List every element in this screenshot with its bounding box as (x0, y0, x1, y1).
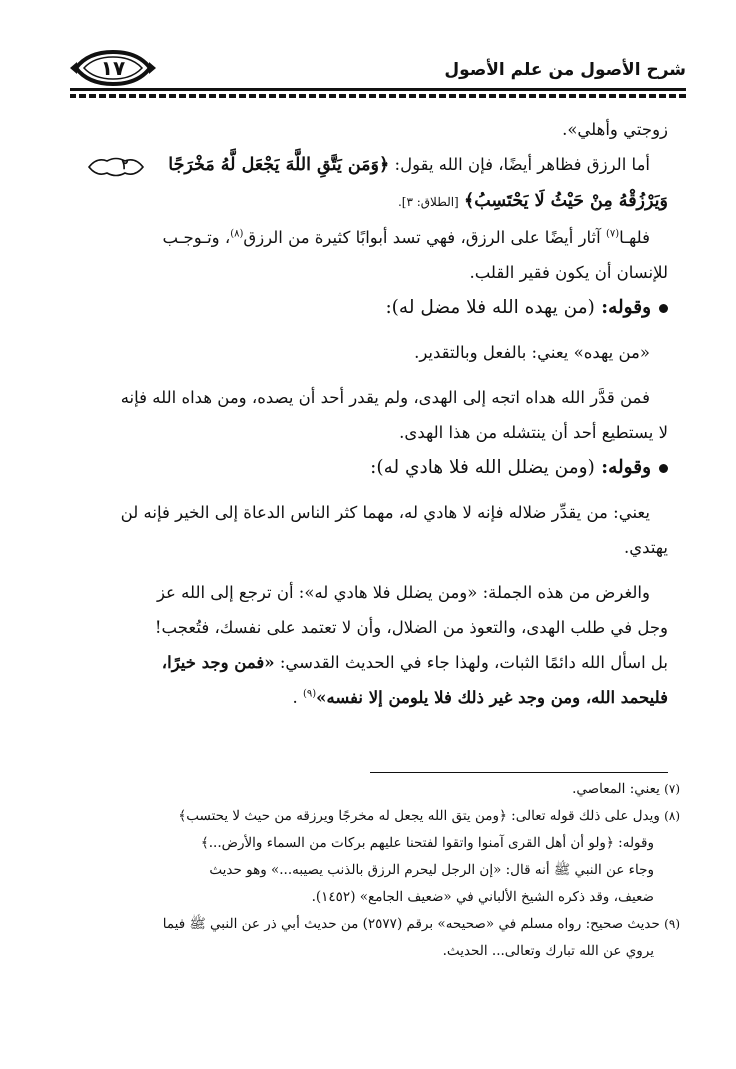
footnote-line: ضعيف، وقد ذكره الشيخ الألباني في «ضعيف الجامع» (١٤٥٢). (311, 889, 654, 905)
footnote-line: وقوله: ﴿ولو أن أهل القرى آمنوا واتقوا لفتحنا عليهم بركات من السماء والأرض...﴾ (200, 835, 654, 851)
footnote-text: يعني: المعاصي. (572, 781, 660, 797)
running-title: شرح الأصول من علم الأصول (444, 60, 686, 80)
footnote (60, 803, 680, 830)
text-span: بل اسأل الله دائمًا الثبات، ولهذا جاء في الحديث القدسي: (279, 653, 668, 672)
text-line: فمن قدَّر الله هداه اتجه إلى الهدى، ولم يقدر أحد أن يصده، ومن هداه الله فإنه (120, 388, 650, 407)
footnote-line: وجاء عن النبي ﷺ أنه قال: «إن الرجل ليحرم الرزق بالذنب يصيبه...» وهو حديث (209, 862, 654, 878)
page-number: ١٧ (100, 56, 126, 80)
text-line: «من يهده» يعني: بالفعل وبالتقدير. (414, 343, 650, 362)
footnote-number: (٨) (664, 809, 680, 823)
footnote (60, 776, 680, 803)
text-line (68, 220, 668, 255)
text-line (68, 680, 668, 715)
text-span: فلهـا (619, 228, 650, 247)
quran-verse: ﴿وَمَن يَتَّقِ اللَّهَ يَجْعَل لَّهُ مَخْرَجًا (168, 155, 390, 175)
main-text (68, 112, 668, 715)
text-line (68, 147, 668, 183)
bullet-icon (659, 464, 668, 473)
text-line: والغرض من هذه الجملة: «ومن يضلل فلا هادي له»: أن ترجع إلى الله عز (156, 583, 650, 602)
heading-label: وقوله: (601, 457, 651, 478)
text-line: لا يستطيع أحد أن ينتشله من هذا الهدى. (399, 423, 668, 442)
text-line: يهتدي. (624, 538, 668, 557)
page-number-badge (70, 50, 156, 86)
header-rule (70, 88, 686, 91)
text-span: آثار أيضًا على الرزق، فهي تسد أبوابًا كثيرة من الرزق (243, 228, 601, 247)
hadith-quote: «فمن وجد خيرًا، (161, 653, 275, 672)
text-line: للإنسان أن يكون فقير القلب. (469, 263, 668, 282)
heading-quote: (ومن يضلل الله فلا هادي له): (370, 457, 595, 478)
section-heading (68, 290, 668, 325)
text-line: يعني: من يقدِّر ضلاله فإنه لا هادي له، مهما كثر الناس الدعاة إلى الخير فإنه لن (120, 503, 650, 522)
footnote-line: يروي عن الله تبارك وتعالى... الحديث. (442, 943, 654, 959)
text-line: وجل في طلب الهدى، والتعوذ من الضلال، وأن لا تعتمد على نفسك، فتُعجب! (154, 618, 668, 637)
footnote-separator (370, 772, 668, 773)
footnotes (60, 776, 680, 965)
footnote-ref: (٨) (230, 228, 244, 240)
quran-verse: وَيَرْزُقْهُ مِنْ حَيْثُ لَا يَحْتَسِبُ﴾ (463, 191, 668, 211)
footnote-ref: (٩) (302, 688, 317, 700)
footnote-number: (٧) (664, 782, 680, 796)
footnote-number: (٩) (664, 917, 680, 931)
text-line: زوجتي وأهلي». (562, 120, 668, 139)
bullet-icon (659, 304, 668, 313)
footnote (60, 911, 680, 938)
heading-label: وقوله: (601, 297, 651, 318)
verse-number-ornament (105, 155, 163, 177)
text-span: أما الرزق فظاهر أيضًا، فإن الله يقول: (394, 155, 650, 174)
verse-number: ٢ (121, 157, 129, 173)
text-line (68, 183, 668, 220)
section-heading (68, 450, 668, 485)
heading-quote: (من يهده الله فلا مضل له): (385, 297, 595, 318)
text-span: . (292, 688, 298, 707)
text-span: ، وتـوجـب (162, 228, 231, 247)
hadith-quote: فليحمد الله، ومن وجد غير ذلك فلا يلومن إلا نفسه» (316, 688, 668, 707)
header-dashed-rule (70, 94, 686, 98)
page-header (70, 40, 686, 92)
footnote-text: ويدل على ذلك قوله تعالى: ﴿ومن يتق الله يجعل له مخرجًا ويرزقه من حيث لا يحتسب﴾ (178, 808, 660, 824)
footnote-ref: (٧) (605, 228, 620, 240)
verse-reference: [الطلاق: ٣]. (397, 195, 459, 209)
text-line (68, 645, 668, 680)
footnote-text: حديث صحيح: رواه مسلم في «صحيحه» برقم (٢٥٧٧) من حديث أبي ذر عن النبي ﷺ فيما (162, 916, 660, 932)
